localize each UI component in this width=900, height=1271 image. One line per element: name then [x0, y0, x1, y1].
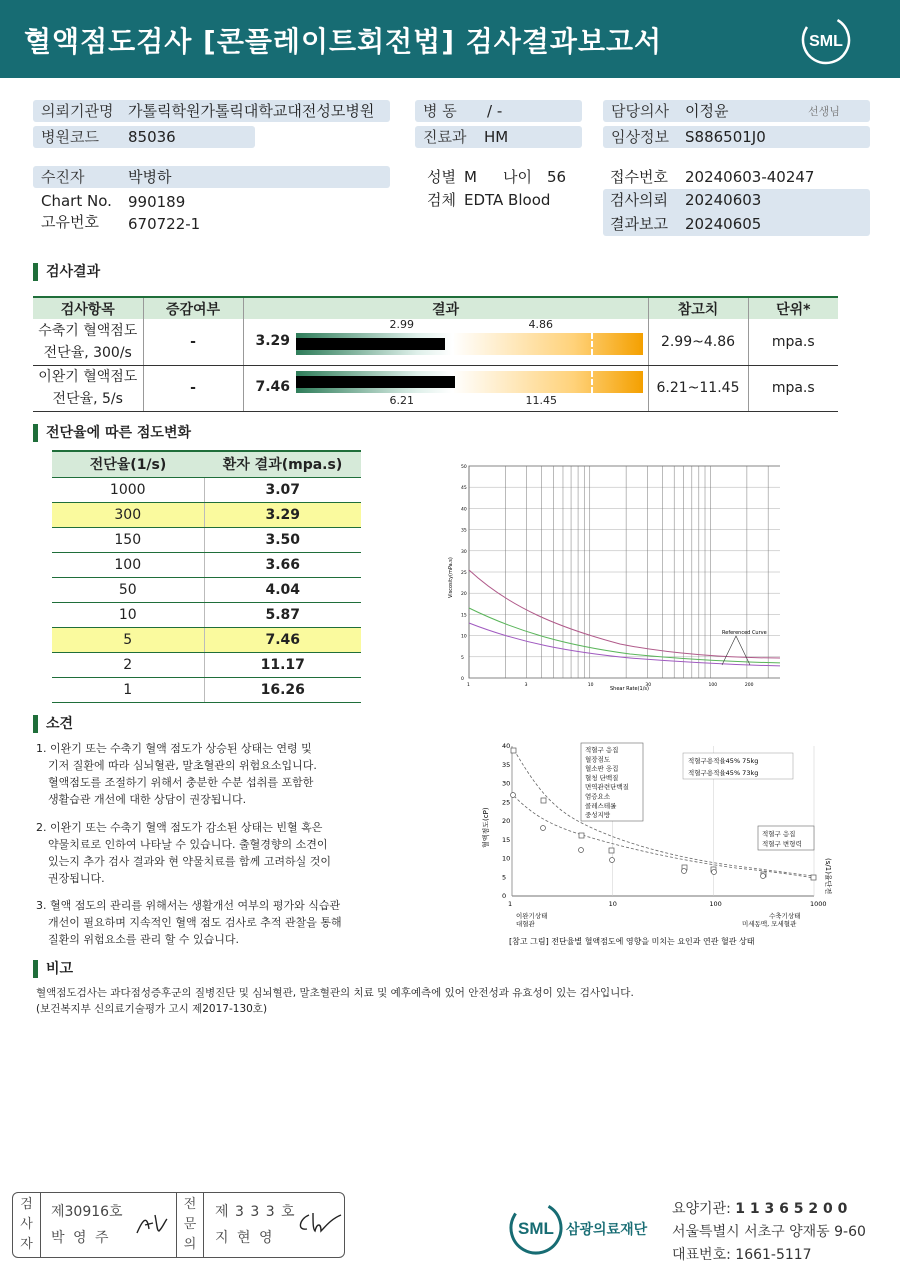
remarks-line: 혈액점도검사는 과다점성증후군의 질병진단 및 심뇌혈관, 말초혈관의 치료 및 예후예측에 있어 안전성과 유효성이 있는 검사입니다.	[36, 987, 634, 999]
visc-cell: 4.04	[204, 577, 361, 602]
label-char: 전	[183, 1197, 197, 1212]
visc-row	[52, 627, 361, 652]
footer-logo-text: SML	[518, 1219, 554, 1238]
remarks-text	[36, 985, 886, 1017]
finding-1	[36, 740, 376, 808]
sml-logo-text: SML	[809, 33, 843, 50]
sml-logo	[800, 14, 852, 66]
visc-row	[52, 502, 361, 527]
finding-line: 있는지 추가 검사 결과와 현 약물치료를 함께 고려하실 것이	[48, 855, 331, 868]
sex-value: M	[464, 168, 477, 186]
unit-cell: mpa.s	[748, 319, 838, 365]
chart1-xtick: 30	[645, 683, 652, 688]
inspector-label	[13, 1193, 41, 1257]
right-note: 미세동맥, 모세혈관	[742, 920, 797, 928]
results-header: 결과	[243, 297, 648, 319]
chart1-xtick: 10	[587, 683, 594, 688]
result-bar-cell	[243, 365, 648, 411]
range-high: 11.45	[525, 393, 557, 407]
doctor-label: 담당의사	[611, 102, 669, 120]
rbc-box-line: 적혈구 변형력	[762, 840, 802, 848]
visc-header: 환자 결과(mpa.s)	[204, 451, 361, 477]
figure-caption: [참고 그림] 전단율별 혈액점도에 영향을 미치는 요인과 연관 혈관 상태	[509, 937, 755, 946]
specialist-number: 제 3 3 3 호	[215, 1204, 296, 1220]
age-label: 나이	[503, 168, 532, 186]
high-marker	[591, 333, 593, 355]
chart1-ytick: 35	[461, 528, 467, 534]
visc-cell: 3.66	[204, 552, 361, 577]
chart1-ytick: 10	[461, 634, 467, 640]
left-note: 이완기상태	[516, 912, 548, 920]
finding-line: 1. 이완기 또는 수축기 혈액 점도가 상승된 상태는 연령 및	[36, 742, 312, 755]
doctor-value: 이정윤	[685, 102, 729, 120]
low-marker	[452, 333, 454, 355]
clinical-label: 임상정보	[611, 128, 669, 146]
chart1-ytick: 40	[461, 507, 467, 513]
point-circle	[712, 870, 717, 875]
item-line2: 전단율, 5/s	[52, 391, 123, 407]
chart1-xtick: 1	[467, 683, 470, 688]
dept-value: HM	[484, 128, 509, 146]
inspector-name: 박 영 주	[51, 1230, 111, 1246]
finding-line: 혈액점도를 조절하기 위해서 충분한 수분 섭취를 포함한	[48, 776, 314, 789]
factor-item: 혈청 단백질	[585, 773, 619, 782]
visc-row	[52, 477, 361, 502]
chart2-xtick: 1000	[810, 900, 827, 908]
visc-cell: 1	[52, 677, 204, 702]
chart1-ytick: 25	[461, 571, 467, 576]
clinical-value: S886501J0	[685, 128, 766, 146]
visc-cell: 1000	[52, 477, 204, 502]
visc-cell: 10	[52, 602, 204, 627]
results-section-title: 검사결과	[33, 263, 100, 281]
point-circle	[541, 826, 546, 831]
patient-label: 수진자	[41, 168, 85, 186]
chart1-ytick: 50	[461, 465, 467, 470]
rbc-box-line: 적혈구 응집	[762, 830, 796, 838]
change-cell: -	[143, 319, 243, 365]
chart1-xtick: 100	[708, 683, 718, 688]
table-row	[33, 365, 838, 411]
signature-box	[12, 1192, 345, 1258]
org-tel-value: 1661-5117	[735, 1247, 812, 1263]
ward-value: / -	[487, 102, 503, 120]
visc-cell: 100	[52, 552, 204, 577]
specialist-label	[176, 1193, 204, 1257]
chart2-ytick: 30	[502, 779, 511, 788]
visc-cell: 5.87	[204, 602, 361, 627]
chart1-ylabel: Viscosity(mPa.s)	[448, 557, 454, 598]
chart1-xtick: 3	[524, 683, 528, 688]
point-circle	[761, 874, 766, 879]
inspector-signature	[135, 1211, 169, 1237]
finding-line: 2. 이완기 또는 수축기 혈액 점도가 감소된 상태는 빈혈 혹은	[36, 821, 323, 834]
range-gradient-bar	[296, 371, 643, 393]
finding-2	[36, 819, 376, 887]
chart2-ytick: 20	[502, 817, 511, 825]
label-char: 의	[183, 1237, 197, 1252]
ref-cell: 6.21~11.45	[648, 365, 748, 411]
report-title: 혈액점도검사 [콘플레이트회전법] 검사결과보고서	[24, 25, 663, 58]
specimen-label: 검체	[427, 191, 456, 209]
chart2-y2label: (s/1)율단전	[824, 858, 832, 895]
org-tel-label: 대표번호:	[672, 1247, 731, 1263]
factor-item: 적혈구 응집	[585, 746, 619, 754]
item-line1: 수축기 혈액점도	[38, 322, 138, 339]
viscosity-curve-chart	[440, 458, 780, 702]
specialist-name: 지 현 영	[215, 1230, 275, 1246]
finding-line: 기저 질환에 따라 심뇌혈관, 말초혈관의 위험요소입니다.	[48, 759, 317, 772]
chart1-xtick: 200	[744, 683, 754, 688]
report-header	[0, 0, 900, 78]
finding-line: 3. 혈액 점도의 관리를 위해서는 생활개선 여부의 평가와 식습관	[36, 899, 341, 912]
change-cell: -	[143, 365, 243, 411]
request-label: 검사의뢰	[610, 191, 668, 209]
chart2-xtick: 10	[608, 900, 617, 908]
range-gradient-bar	[296, 333, 643, 355]
finding-line: 약물치료로 인하여 나타날 수 있습니다. 출혈경향의 소견이	[48, 838, 328, 851]
chart1-ytick: 45	[461, 486, 467, 492]
factor-item: 염증요소	[585, 792, 611, 801]
point-circle	[682, 869, 687, 874]
point-square	[541, 798, 546, 803]
finding-line: 질환의 위험요소를 관리 할 수 있습니다.	[48, 933, 239, 946]
item-line1: 이완기 혈액점도	[38, 369, 138, 385]
reference-figure	[476, 738, 836, 954]
org-code	[672, 1198, 847, 1218]
chart1-xlabel: Shear Rate(1/s)	[610, 686, 649, 692]
high-marker	[591, 371, 593, 393]
results-header: 증감여부	[143, 297, 243, 319]
finding-line: 권장됩니다.	[48, 872, 105, 885]
org-code-value: 1 1 3 6 5 2 0 0	[735, 1201, 848, 1217]
org-tel	[672, 1244, 812, 1264]
item-line2: 전단율, 300/s	[43, 344, 132, 361]
range-low: 6.21	[389, 393, 414, 407]
visc-row	[52, 577, 361, 602]
visc-row	[52, 652, 361, 677]
visc-cell: 16.26	[204, 677, 361, 702]
request-value: 20240603	[685, 191, 762, 209]
doctor-suffix: 선생님	[808, 105, 840, 118]
chart1-ytick: 0	[461, 677, 464, 682]
finding-line: 개선이 필요하며 지속적인 혈액 점도 검사로 추적 관찰을 통해	[48, 916, 342, 929]
result-fill-bar	[296, 376, 456, 388]
chart1-ytick: 5	[461, 655, 464, 661]
visc-cell: 3.50	[204, 527, 361, 552]
chart1-ytick: 15	[461, 613, 467, 619]
chart2-ytick: 35	[502, 760, 511, 769]
visc-cell: 5	[52, 627, 204, 652]
specimen-value: EDTA Blood	[464, 191, 551, 209]
visc-row	[52, 552, 361, 577]
factor-item: 혈소판 응집	[585, 764, 619, 773]
institution-value: 가톨릭학원가톨릭대학교대전성모병원	[128, 102, 375, 120]
findings-section-title: 소견	[33, 715, 73, 733]
patient-value: 박병하	[128, 168, 172, 186]
label-char: 사	[20, 1217, 33, 1232]
point-square	[511, 748, 516, 753]
inspector-number: 제30916호	[51, 1204, 123, 1220]
range-low: 2.99	[389, 318, 414, 331]
visc-cell: 2	[52, 652, 204, 677]
visc-cell: 300	[52, 502, 204, 527]
point-circle	[610, 858, 615, 863]
dept-label: 진료과	[423, 128, 467, 146]
visc-cell: 3.07	[204, 477, 361, 502]
uid-value: 670722-1	[128, 215, 201, 233]
remarks-section-title: 비고	[33, 960, 73, 978]
label-char: 검	[20, 1197, 33, 1212]
chart1-ytick: 20	[461, 592, 467, 598]
factor-item: 혈장점도	[585, 755, 611, 764]
viscosity-section-title: 전단율에 따른 점도변화	[33, 424, 191, 442]
result-bar-cell	[243, 319, 648, 365]
result-value: 7.46	[255, 378, 291, 395]
org-name: 삼광의료재단	[566, 1222, 648, 1238]
visc-cell: 3.29	[204, 502, 361, 527]
chart-label: Chart No.	[41, 192, 112, 210]
visc-row	[52, 602, 361, 627]
report-value: 20240605	[685, 215, 762, 233]
org-code-label: 요양기관:	[672, 1201, 731, 1217]
table-row	[33, 319, 838, 365]
point-square	[579, 833, 584, 838]
hospital-code-label: 병원코드	[41, 128, 99, 146]
point-circle	[511, 793, 516, 798]
hospital-code-value: 85036	[128, 128, 176, 146]
visc-header: 전단율(1/s)	[52, 451, 204, 477]
chart2-ylabel: 혈액점도(cP)	[482, 807, 490, 848]
point-circle	[579, 848, 584, 853]
results-header: 검사항목	[33, 297, 143, 319]
chart-value: 990189	[128, 193, 186, 211]
chart1-annotation: Referenced Curve	[722, 630, 767, 636]
receipt-label: 접수번호	[610, 168, 668, 186]
institution-label: 의뢰기관명	[41, 102, 114, 120]
chart2-ytick: 15	[502, 835, 511, 844]
report-label: 결과보고	[610, 215, 668, 233]
specialist-signature	[295, 1209, 343, 1237]
ward-label: 병 동	[423, 102, 457, 120]
age-value: 56	[547, 168, 567, 186]
chart2-xtick: 1	[508, 900, 513, 908]
org-address: 서울특별시 서초구 양재동 9-60	[672, 1224, 866, 1240]
visc-row	[52, 677, 361, 702]
remarks-line: (보건복지부 신의료기술평가 고시 제2017-130호)	[36, 1003, 268, 1015]
right-note: 수축기상태	[769, 912, 801, 920]
chart2-ytick: 40	[502, 742, 511, 750]
chart2-xtick: 100	[709, 900, 722, 908]
unit-cell: mpa.s	[748, 365, 838, 411]
chart2-ytick: 25	[502, 798, 511, 807]
uid-label: 고유번호	[41, 213, 99, 231]
factor-item: 중성지방	[585, 811, 611, 820]
visc-cell: 11.17	[204, 652, 361, 677]
results-header: 단위*	[748, 297, 838, 319]
legend-1: 적혈구용적율45% 75kg	[688, 757, 759, 765]
visc-row	[52, 527, 361, 552]
visc-cell: 7.46	[204, 627, 361, 652]
point-square	[609, 848, 614, 853]
label-char: 문	[183, 1217, 197, 1232]
results-header: 참고치	[648, 297, 748, 319]
range-high: 4.86	[528, 318, 553, 331]
results-table	[33, 296, 838, 412]
chart2-ytick: 5	[502, 873, 507, 882]
left-note: 대혈관	[516, 920, 535, 928]
chart1-ytick: 30	[461, 549, 467, 555]
chart2-ytick: 10	[502, 854, 511, 863]
patient-row	[33, 166, 390, 188]
finding-line: 생활습관 개선에 대한 상담이 권장됩니다.	[48, 793, 247, 806]
label-char: 자	[20, 1237, 33, 1252]
result-value: 3.29	[255, 333, 291, 349]
receipt-value: 20240603-40247	[685, 168, 815, 186]
result-fill-bar	[296, 338, 445, 350]
sml-footer-logo	[508, 1200, 564, 1256]
ref-cell: 2.99~4.86	[648, 319, 748, 365]
visc-cell: 50	[52, 577, 204, 602]
sex-label: 성별	[427, 168, 456, 186]
factor-item: 면역관련단백질	[585, 783, 629, 792]
viscosity-table	[52, 450, 361, 703]
visc-cell: 150	[52, 527, 204, 552]
point-square	[811, 875, 816, 880]
factor-item: 콜레스테롤	[585, 801, 617, 810]
curve-upper	[469, 570, 780, 658]
finding-3	[36, 897, 376, 948]
chart2-ytick: 0	[502, 892, 507, 900]
legend-2: 적혈구용적율45% 73kg	[688, 769, 759, 777]
